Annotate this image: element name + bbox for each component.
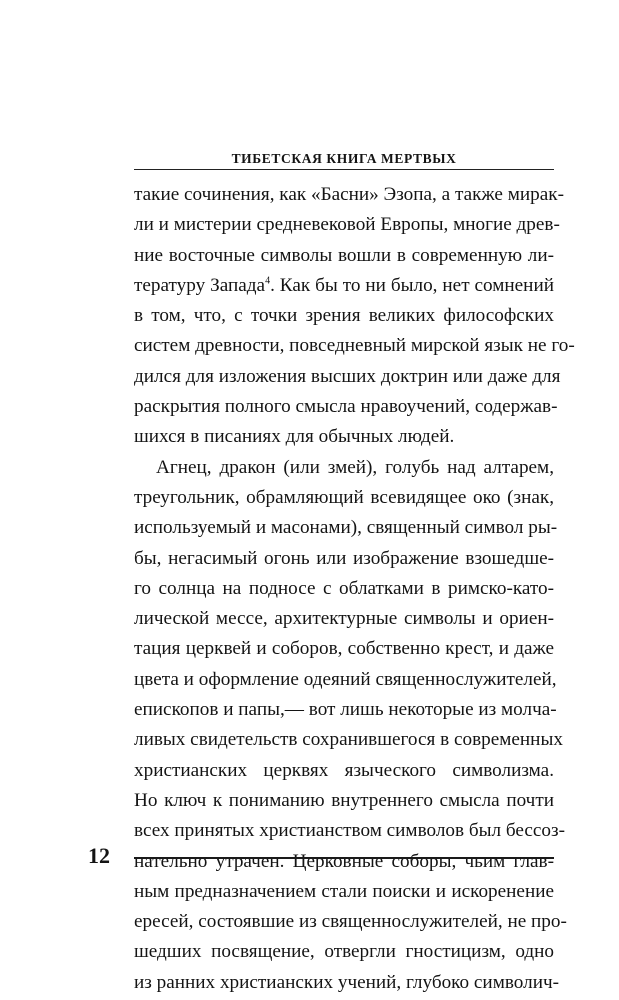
text-line: епископов и папы,— вот лишь некоторые из молча- [134,699,557,721]
text-fragment: тературу Запада [134,274,266,296]
text-line: Но ключ к пониманию внутреннего смысла почти [134,789,554,811]
text-line: лической мессе, архитектурные символы и ориен- [134,608,554,630]
text-line: используемый и масонами), священный символ ры- [134,517,558,539]
text-line: тация церквей и соборов, собственно крест, и даже [134,638,554,660]
text-line: цвета и оформление одеяний священнослужителей, [134,668,557,690]
running-header-title: ТИБЕТСКАЯ КНИГА МЕРТВЫХ [231,151,457,166]
paragraph-1 [134,180,575,453]
text-line: такие сочинения, как «Басни» Эзопа, а также мирак- [134,184,564,205]
text-line: ересей, состоявшие из священнослужителей, не про- [134,911,567,933]
text-line: систем древности, повседневный мирской язык не го- [134,335,575,357]
text-line-with-footnote [134,271,554,301]
text-line: из ранних христианских учений, глубоко символич- [134,971,559,993]
text-line: Агнец, дракон (или змей), голубь над алтарем, [156,456,554,478]
text-line: раскрытия полного смысла нравоучений, содержав- [134,396,558,418]
paragraph-2 [134,453,567,998]
text-line: ли и мистерии средневековой Европы, многие древ- [134,214,560,236]
text-line: в том, что, с точки зрения великих философских [134,305,554,327]
text-line: христианских церквях языческого символизма. [134,759,554,781]
header-rule [134,169,554,170]
text-line: всех принятых христианством символов был бессоз- [134,820,565,842]
text-line: дился для изложения высших доктрин или даже для [134,365,561,387]
text-line: нательно утрачен. Церковные соборы, чьим глав- [134,850,554,872]
text-line: шедших посвящение, отвергли гностицизм, одно [134,941,554,963]
text-line: бы, негасимый огонь или изображение взошедше- [134,547,554,569]
footer-rule [134,857,554,859]
page-number: 12 [88,843,110,868]
text-line: го солнца на подносе с облатками в римско-като- [134,577,554,599]
text-fragment: . Как бы то ни было, нет сомнений [270,274,554,296]
text-line: ным предназначением стали поиски и искоренение [134,880,554,902]
text-line: ние восточные символы вошли в современную ли- [134,244,554,266]
footnote-marker: 4 [265,275,271,287]
body-text [134,180,575,998]
text-line: шихся в писаниях для обычных людей. [134,426,455,448]
text-line: треугольник, обрамляющий всевидящее око (знак, [134,486,554,508]
text-line: ливых свидетельств сохранившегося в современных [134,729,563,751]
